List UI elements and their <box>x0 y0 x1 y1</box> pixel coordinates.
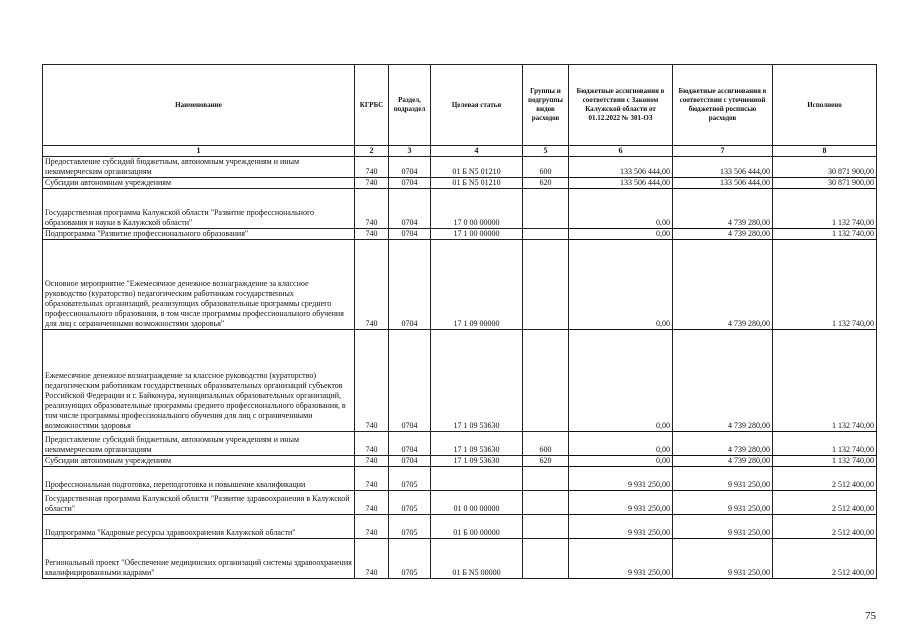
row-refined-amount: 9 931 250,00 <box>673 491 773 515</box>
row-name: Субсидии автономным учреждениям <box>43 178 355 189</box>
row-target: 17 1 09 53630 <box>431 330 523 432</box>
budget-table <box>42 64 877 579</box>
row-target: 01 Б N5 00000 <box>431 539 523 579</box>
row-section: 0704 <box>389 229 431 240</box>
column-number: 1 <box>43 146 355 157</box>
row-kgrbs: 740 <box>355 229 389 240</box>
row-executed-amount: 1 132 740,00 <box>773 229 877 240</box>
header-row <box>43 65 877 146</box>
row-group <box>523 330 569 432</box>
row-executed-amount: 30 871 900,00 <box>773 178 877 189</box>
row-kgrbs: 740 <box>355 189 389 229</box>
table-row <box>43 178 877 189</box>
row-group <box>523 229 569 240</box>
table-row <box>43 157 877 178</box>
table-row <box>43 240 877 330</box>
row-kgrbs: 740 <box>355 330 389 432</box>
row-name: Предоставление субсидий бюджетным, автономным учреждениям и иным некоммерческим организациям <box>43 157 355 178</box>
row-group: 620 <box>523 178 569 189</box>
table-row <box>43 189 877 229</box>
row-section: 0704 <box>389 178 431 189</box>
table-row <box>43 539 877 579</box>
row-law-amount: 9 931 250,00 <box>569 515 673 539</box>
row-executed-amount: 1 132 740,00 <box>773 189 877 229</box>
row-section: 0704 <box>389 240 431 330</box>
row-section: 0705 <box>389 515 431 539</box>
row-section: 0705 <box>389 539 431 579</box>
row-refined-amount: 4 739 280,00 <box>673 456 773 467</box>
row-kgrbs: 740 <box>355 178 389 189</box>
row-name: Региональный проект "Обеспечение медицинских организаций системы здравоохранения квалифицированными кадрами" <box>43 539 355 579</box>
row-target: 01 0 00 00000 <box>431 491 523 515</box>
row-law-amount: 0,00 <box>569 189 673 229</box>
header-law: Бюджетные ассигнования в соответствии с Законом Калужской области от 01.12.2022 № 301-ОЗ <box>569 65 673 146</box>
row-executed-amount: 2 512 400,00 <box>773 515 877 539</box>
column-number: 4 <box>431 146 523 157</box>
row-refined-amount: 4 739 280,00 <box>673 330 773 432</box>
row-kgrbs: 740 <box>355 467 389 491</box>
row-group <box>523 240 569 330</box>
header-executed: Исполнено <box>773 65 877 146</box>
header-kgrbs: КГРБС <box>355 65 389 146</box>
header-target: Целевая статья <box>431 65 523 146</box>
row-refined-amount: 4 739 280,00 <box>673 189 773 229</box>
table-row <box>43 491 877 515</box>
row-name: Подпрограмма "Кадровые ресурсы здравоохранения Калужской области" <box>43 515 355 539</box>
row-name: Предоставление субсидий бюджетным, автономным учреждениям и иным некоммерческим организациям <box>43 432 355 456</box>
column-number: 3 <box>389 146 431 157</box>
row-law-amount: 9 931 250,00 <box>569 539 673 579</box>
row-target: 01 Б N5 01210 <box>431 178 523 189</box>
row-group: 600 <box>523 157 569 178</box>
row-section: 0704 <box>389 330 431 432</box>
row-section: 0704 <box>389 456 431 467</box>
header-section: Раздел, подраздел <box>389 65 431 146</box>
row-name: Профессиональная подготовка, переподготовка и повышение квалификации <box>43 467 355 491</box>
row-target: 17 1 09 53630 <box>431 456 523 467</box>
row-law-amount: 0,00 <box>569 330 673 432</box>
row-executed-amount: 1 132 740,00 <box>773 240 877 330</box>
row-name: Ежемесячное денежное вознаграждение за классное руководство (кураторство) педагогическим работникам государственных образовательных организаций субъектов Российской Федерации и г. Байконура, муниципальных образовательных организаций, реализующих образовательные программы среднего профессионального образования, в том числе программы профессионального обучения для лиц с ограниченными возможностями здоровья <box>43 330 355 432</box>
row-section: 0704 <box>389 157 431 178</box>
row-section: 0705 <box>389 467 431 491</box>
table-row <box>43 515 877 539</box>
row-target: 01 Б N5 01210 <box>431 157 523 178</box>
column-number: 5 <box>523 146 569 157</box>
table-row <box>43 432 877 456</box>
row-target <box>431 467 523 491</box>
row-group: 620 <box>523 456 569 467</box>
row-law-amount: 0,00 <box>569 240 673 330</box>
row-executed-amount: 1 132 740,00 <box>773 330 877 432</box>
row-law-amount: 0,00 <box>569 432 673 456</box>
row-executed-amount: 2 512 400,00 <box>773 491 877 515</box>
row-executed-amount: 1 132 740,00 <box>773 456 877 467</box>
row-name: Государственная программа Калужской области "Развитие профессионального образования и науки в Калужской области" <box>43 189 355 229</box>
row-refined-amount: 133 506 444,00 <box>673 157 773 178</box>
row-refined-amount: 133 506 444,00 <box>673 178 773 189</box>
row-kgrbs: 740 <box>355 157 389 178</box>
row-target: 17 0 00 00000 <box>431 189 523 229</box>
column-number: 2 <box>355 146 389 157</box>
row-executed-amount: 1 132 740,00 <box>773 432 877 456</box>
row-name: Государственная программа Калужской области "Развитие здравоохранения в Калужской области" <box>43 491 355 515</box>
row-law-amount: 9 931 250,00 <box>569 467 673 491</box>
page-number: 75 <box>865 610 876 622</box>
row-kgrbs: 740 <box>355 539 389 579</box>
row-target: 17 1 09 00000 <box>431 240 523 330</box>
table-row <box>43 456 877 467</box>
row-group <box>523 515 569 539</box>
row-refined-amount: 4 739 280,00 <box>673 229 773 240</box>
row-law-amount: 9 931 250,00 <box>569 491 673 515</box>
table-row <box>43 467 877 491</box>
header-groups: Группы и подгруппы видов расходов <box>523 65 569 146</box>
row-section: 0705 <box>389 491 431 515</box>
row-executed-amount: 2 512 400,00 <box>773 467 877 491</box>
row-section: 0704 <box>389 189 431 229</box>
row-target: 01 Б 00 00000 <box>431 515 523 539</box>
row-executed-amount: 2 512 400,00 <box>773 539 877 579</box>
row-refined-amount: 4 739 280,00 <box>673 432 773 456</box>
row-refined-amount: 4 739 280,00 <box>673 240 773 330</box>
row-law-amount: 0,00 <box>569 229 673 240</box>
row-section: 0704 <box>389 432 431 456</box>
row-group <box>523 189 569 229</box>
row-kgrbs: 740 <box>355 432 389 456</box>
row-kgrbs: 740 <box>355 491 389 515</box>
row-group <box>523 491 569 515</box>
row-refined-amount: 9 931 250,00 <box>673 515 773 539</box>
row-law-amount: 0,00 <box>569 456 673 467</box>
column-number-row <box>43 146 877 157</box>
row-target: 17 1 09 53630 <box>431 432 523 456</box>
row-name: Основное мероприятие "Ежемесячное денежное вознаграждение за классное руководство (кураторство) педагогическим работникам государственных образовательных организаций, реализующих образовательные программы среднего профессионального образования, в том числе программы профессионального обучения для лиц с ограниченными возможностями здоровья" <box>43 240 355 330</box>
row-name: Субсидии автономным учреждениям <box>43 456 355 467</box>
row-target: 17 1 00 00000 <box>431 229 523 240</box>
row-law-amount: 133 506 444,00 <box>569 178 673 189</box>
table-row <box>43 330 877 432</box>
header-refined: Бюджетные ассигнования в соответствии с уточненной бюджетной росписью расходов <box>673 65 773 146</box>
column-number: 6 <box>569 146 673 157</box>
row-group <box>523 467 569 491</box>
row-executed-amount: 30 871 900,00 <box>773 157 877 178</box>
row-group <box>523 539 569 579</box>
row-refined-amount: 9 931 250,00 <box>673 467 773 491</box>
column-number: 8 <box>773 146 877 157</box>
row-kgrbs: 740 <box>355 515 389 539</box>
column-number: 7 <box>673 146 773 157</box>
table-row <box>43 229 877 240</box>
row-kgrbs: 740 <box>355 240 389 330</box>
row-law-amount: 133 506 444,00 <box>569 157 673 178</box>
row-kgrbs: 740 <box>355 456 389 467</box>
row-refined-amount: 9 931 250,00 <box>673 539 773 579</box>
row-name: Подпрограмма "Развитие профессионального образования" <box>43 229 355 240</box>
header-name: Наименование <box>43 65 355 146</box>
row-group: 600 <box>523 432 569 456</box>
